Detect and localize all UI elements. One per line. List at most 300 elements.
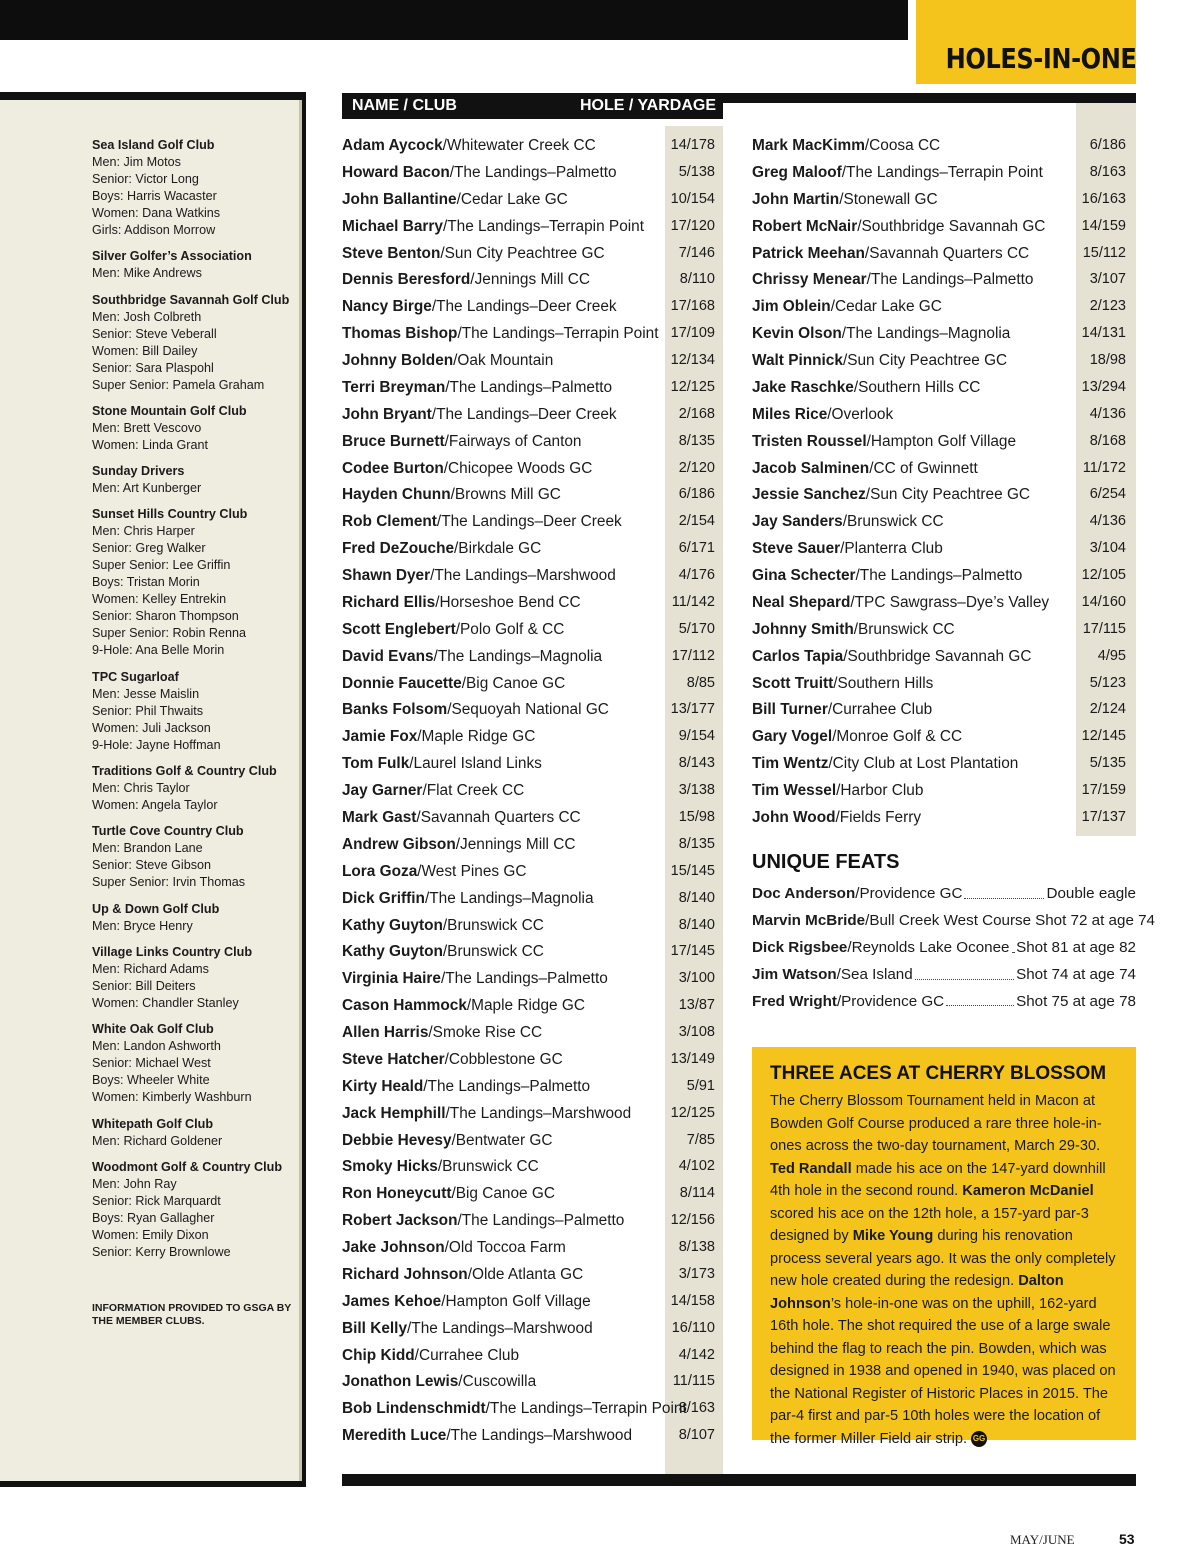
club-name: /Providence GC [855,885,963,902]
name-club-cell [342,1342,519,1369]
club-name: /Horseshoe Bend CC [435,593,581,611]
player-name: Jay Garner [342,782,423,800]
player-name: John Ballantine [342,190,457,208]
table-row [752,616,1126,643]
hole-yardage: 7/146 [678,244,715,261]
hole-yardage: 13/177 [670,701,715,718]
hole-yardage: 3/138 [678,782,715,799]
player-name: Fred DeZouche [342,540,455,558]
name-club-cell [342,374,612,401]
name-club-cell [342,965,608,992]
player-name: John Wood [752,809,836,826]
club-entry: Super Senior: Lee Griffin [92,558,231,573]
player-name: Codee Burton [342,459,444,477]
club-name: /CC of Gwinnett [869,459,978,477]
player-name: Donnie Faucette [342,674,462,692]
club-name: /Maple Ridge GC [466,997,585,1015]
name-club-cell [342,1046,563,1073]
hole-yardage: 14/178 [670,137,715,153]
club-block [92,944,297,1012]
name-club-cell [342,240,605,267]
club-block [92,248,297,282]
club-name: /Savannah Quarters CC [864,244,1030,262]
club-entry: Men: Jesse Maislin [92,686,200,701]
club-name: /Sun City Peachtree GC [440,244,605,262]
club-entry: Men: Brett Vescovo [92,420,202,435]
hole-yardage: 11/172 [1082,459,1126,476]
player-name: Chrissy Menear [752,271,867,289]
club-name: /Southern Hills CC [853,378,981,396]
top-black-bar [0,0,908,40]
club-name: /Savannah Quarters CC [416,809,581,826]
player-name: Johnny Smith [752,620,854,638]
player-name: Jonathon Lewis [342,1373,459,1391]
player-name: Gary Vogel [752,728,833,746]
club-entry: Senior: Phil Thwaits [92,703,204,718]
club-name: Village Links Country Club [92,944,253,959]
club-entry: Men: Jim Motos [92,155,181,169]
club-name: White Oak Golf Club [92,1022,214,1037]
callout-text: made his ace on the 147-yard downhill 4th hole in the second round. [770,1160,1106,1199]
player-name: Lora Goza [342,862,418,880]
player-name: Shawn Dyer [342,567,431,585]
table-row [342,1046,715,1073]
club-entry: Boys: Tristan Morin [92,575,200,590]
club-entry: Girls: Addison Morrow [92,223,216,237]
player-name: Scott Englebert [342,620,456,638]
player-name: Doc Anderson [752,885,856,902]
name-club-cell [342,643,602,670]
hole-yardage: 14/158 [670,1292,715,1309]
name-club-cell [342,1234,566,1261]
table-row [342,1127,715,1154]
feat-name-club [752,961,913,988]
club-entry: Senior: Victor Long [92,172,199,186]
player-name: James Kehoe [342,1292,442,1310]
name-club-cell [342,912,544,939]
name-club-cell [752,132,940,159]
player-name: Bill Turner [752,701,828,719]
hole-yardage: 8/138 [678,1239,715,1256]
hole-yardage: 17/145 [670,943,715,960]
name-club-cell [342,481,561,508]
name-club-cell [342,1368,536,1395]
player-name: Thomas Bishop [342,325,458,343]
player-name: Dennis Beresford [342,271,471,289]
club-name: /Bull Creek West Course [865,911,1032,929]
club-name: Sunday Drivers [92,464,185,479]
callout-player: Kameron McDaniel [962,1183,1094,1199]
club-entry: Men: Landon Ashworth [92,1039,221,1054]
player-name: Kevin Olson [752,325,842,343]
player-name: Greg Maloof [752,163,842,181]
club-name: Up & Down Golf Club [92,901,220,916]
table-row [342,1422,715,1449]
hole-yardage: 13/87 [678,997,715,1014]
table-row [342,777,715,804]
table-row [752,535,1126,562]
hole-yardage: 4/136 [1089,513,1126,530]
table-row [342,992,715,1019]
table-row [342,696,715,723]
club-name: TPC Sugarloaf [92,669,179,684]
club-name: /The Landings–Deer Creek [431,405,617,423]
hole-yardage: 5/123 [1089,674,1126,691]
club-name: /The Landings–Palmetto [866,271,1034,289]
hole-yardage: 17/112 [671,647,715,664]
feat-row [752,880,1136,907]
feat-name-club [752,907,1031,934]
table-row [342,1288,715,1315]
hole-yardage: 7/85 [686,1131,715,1148]
table-row [342,1315,715,1342]
table-header [342,93,723,119]
player-name: Nancy Birge [342,298,432,316]
hole-yardage: 8/135 [678,432,715,449]
table-row [752,240,1126,267]
name-club-cell [342,938,544,965]
club-name: /Cedar Lake GC [830,298,942,316]
table-row [752,777,1126,804]
hole-yardage: 16/163 [1081,190,1126,207]
player-name: Miles Rice [752,405,828,423]
table-row [342,885,715,912]
name-club-cell [752,696,932,723]
table-row [752,159,1126,186]
club-name: /The Landings–Marshwood [407,1319,593,1337]
club-entry: 9-Hole: Ana Belle Morin [92,643,225,658]
callout-text: ’s hole-in-one was on the uphill, 162-yard 16th hole. The shot required the use of a large swale behind the flag to reach the pin. Bowden, which was designed in 1938 and opened in 1940, was placed on the National Register of Historic Places in 2015. The par-4 first and par-5 10th holes were the location of the former Miller Field air strip. [770,1295,1116,1447]
hole-yardage: 15/98 [678,809,715,825]
player-name: Ron Honeycutt [342,1185,452,1203]
player-name: Kathy Guyton [342,916,443,934]
hole-yardage: 5/135 [1089,755,1126,772]
callout-title: THREE ACES AT CHERRY BLOSSOM [770,1063,1107,1084]
club-name: /The Landings–Palmetto [440,970,608,988]
name-club-cell [342,213,644,240]
club-entry: Women: Dana Watkins [92,206,221,220]
hole-yardage: 3/173 [678,1265,715,1282]
club-name: /Sun City Peachtree GC [865,486,1031,504]
name-club-cell [342,508,622,535]
club-name: /The Landings–Marshwood [430,567,616,585]
club-block [92,823,297,891]
feat-result: Double eagle [1046,885,1136,902]
club-name: /Laurel Island Links [409,755,542,773]
table-row [342,912,715,939]
table-row [342,750,715,777]
player-name: Banks Folsom [342,701,448,719]
hole-yardage: 14/131 [1081,325,1126,342]
club-entry: Senior: Michael West [92,1056,211,1071]
hole-yardage: 17/115 [1082,620,1126,637]
club-name: /Maple Ridge GC [417,728,536,746]
club-block [92,763,297,814]
player-name: Mark Gast [342,809,417,826]
hole-yardage: 4/142 [678,1346,715,1363]
name-club-cell [752,374,980,401]
club-name: /West Pines GC [417,862,527,880]
name-club-cell [342,589,581,616]
club-name: /Monroe Golf & CC [832,728,963,746]
club-name: /The Landings–Palmetto [445,378,613,396]
club-name: /Smoke Rise CC [428,1024,543,1042]
name-club-cell [342,132,596,159]
name-club-cell [342,1100,631,1127]
club-name: /The Landings–Deer Creek [431,298,617,316]
club-name: Silver Golfer’s Association [92,249,252,264]
hole-yardage: 8/143 [678,755,715,772]
club-block [92,901,297,935]
hole-yardage: 2/120 [678,459,715,476]
hole-yardage: 3/104 [1089,540,1126,557]
hole-yardage: 12/125 [670,1104,715,1121]
table-row [342,132,715,159]
name-club-cell [342,723,535,750]
feat-result: Shot 75 at age 78 [1016,992,1136,1010]
player-name: Steve Hatcher [342,1050,445,1068]
player-name: Marvin McBride [752,911,866,929]
hole-yardage: 8/85 [686,674,715,691]
table-row [342,670,715,697]
club-entry: Men: Richard Adams [92,961,209,976]
table-row [342,481,715,508]
player-name: Tristen Roussel [752,432,867,450]
club-name: Sea Island Golf Club [92,138,215,152]
name-club-cell [752,562,1022,589]
table-row [342,374,715,401]
club-name: /Cobblestone GC [444,1050,563,1068]
club-entry: Men: Mike Andrews [92,266,202,281]
feat-result: Shot 81 at age 82 [1016,938,1136,956]
club-entry: Super Senior: Pamela Graham [92,377,265,392]
hole-yardage: 8/168 [1089,432,1126,449]
player-name: Dick Griffin [342,889,425,907]
club-name: /Chicopee Woods GC [443,459,593,477]
club-block [92,1159,297,1261]
hole-yardage: 8/110 [679,271,715,288]
club-name: /Whitewater Creek CC [442,137,596,154]
club-block [92,292,297,394]
player-name: Jacob Salminen [752,459,870,477]
footer-issue: MAY/JUNE [1010,1532,1075,1547]
table-row [342,320,715,347]
table-row [342,1019,715,1046]
feat-result: Shot 74 at age 74 [1016,965,1136,983]
club-name: /Harbor Club [836,782,924,800]
club-name: Southbridge Savannah Golf Club [92,292,290,307]
hole-yardage: 6/254 [1089,486,1126,503]
hole-yardage: 12/105 [1081,567,1126,584]
hole-yardage: 3/100 [678,970,715,987]
club-name: /Southbridge Savannah GC [843,647,1032,665]
player-name: Jessie Sanchez [752,486,866,504]
player-name: Fred Wright [752,992,837,1010]
club-entry: Senior: Bill Deiters [92,978,196,993]
sidebar-note: INFORMATION PROVIDED TO GSGA BY THE MEMBER CLUBS. [92,1302,292,1327]
player-name: Jake Raschke [752,378,854,396]
callout-player: Ted Randall [770,1160,852,1177]
name-club-cell [342,777,524,804]
hole-yardage: 4/102 [678,1158,715,1175]
table-row [342,240,715,267]
club-name: /Browns Mill GC [450,486,561,504]
table-row [752,455,1126,482]
player-name: Neal Shepard [752,593,851,611]
name-club-cell [752,804,921,831]
club-entry: Senior: Sharon Thompson [92,609,239,624]
club-entry: Women: Kimberly Washburn [92,1090,252,1105]
name-club-cell [342,186,568,213]
feat-row [752,988,1136,1015]
table-row [752,696,1126,723]
club-name: /Currahee Club [827,701,933,719]
gg-logo-icon: GG [971,1431,987,1447]
club-name: /Jennings Mill CC [455,835,576,853]
table-row [342,266,715,293]
player-name: Steve Benton [342,244,441,262]
player-name: Carlos Tapia [752,647,844,665]
club-block [92,1116,297,1150]
hole-yardage: 18/98 [1089,352,1126,369]
name-club-cell [752,240,1029,267]
name-club-cell [342,831,575,858]
club-name: /The Landings–Magnolia [433,647,603,665]
callout-text: The Cherry Blossom Tournament held in Macon at Bowden Golf Course produced a rare three hole-in-ones across the two-day tournament, March 29-30. [770,1093,1102,1154]
hole-yardage: 12/156 [670,1212,715,1229]
club-name: /The Landings–Terrapin Point [442,217,645,235]
club-name: /The Landings–Marshwood [445,1104,632,1122]
club-name: /Reynolds Lake Oconee [847,938,1010,956]
name-club-cell [752,589,1049,616]
callout-player: Dalton Johnson [770,1273,1064,1312]
name-club-cell [752,401,893,428]
club-entry: Senior: Sara Plaspohl [92,360,214,375]
player-name: Johnny Bolden [342,352,454,370]
name-club-cell [342,885,594,912]
club-entry: Women: Linda Grant [92,437,208,452]
club-entry: Men: Chris Harper [92,524,195,539]
name-club-cell [342,616,564,643]
club-name: /Brunswick CC [842,513,944,531]
club-entry: Men: Brandon Lane [92,841,203,856]
name-club-cell [752,347,1007,374]
hole-yardage: 8/163 [678,1400,715,1417]
hole-yardage: 16/110 [671,1319,715,1336]
name-club-cell [342,347,553,374]
hole-yardage: 12/145 [1081,728,1126,745]
table-row [752,804,1126,831]
player-name: Tim Wentz [752,755,829,773]
table-row [752,670,1126,697]
table-row [752,643,1126,670]
hole-yardage: 12/134 [670,352,715,369]
club-block [92,463,297,497]
name-club-cell [752,293,942,320]
table-row [342,428,715,455]
col-hole-header: HOLE / YARDAGE [579,97,716,114]
club-name: /The Landings–Palmetto [855,567,1023,585]
club-entry: Men: Bryce Henry [92,918,193,933]
table-row [752,723,1126,750]
table-row [342,804,715,831]
table-row [752,562,1126,589]
hole-yardage: 15/112 [1082,244,1126,261]
table-row [342,723,715,750]
hole-yardage: 8/107 [678,1427,715,1444]
player-name: David Evans [342,647,434,665]
name-club-cell [342,293,617,320]
club-name: /Sequoyah National GC [447,701,609,719]
club-entry: Boys: Wheeler White [92,1073,210,1088]
name-club-cell [342,1395,687,1422]
player-name: Dick Rigsbee [752,938,848,956]
name-club-cell [342,992,585,1019]
hole-yardage: 6/186 [1089,137,1126,153]
club-name: /Overlook [827,405,894,423]
name-club-cell [342,159,617,186]
hole-yardage: 8/114 [679,1185,715,1202]
club-name: /Sea Island [836,965,913,983]
club-name: /The Landings–Terrapin Point [457,325,659,343]
club-entry: Women: Emily Dixon [92,1227,209,1242]
hole-yardage: 17/109 [670,325,715,342]
hole-yardage: 8/140 [678,916,715,933]
table-row [342,1368,715,1395]
hole-yardage: 2/168 [678,405,715,422]
callout-player: Mike Young [852,1228,934,1244]
feat-name-club [752,934,1010,961]
player-name: Michael Barry [342,217,443,235]
hole-yardage: 10/154 [670,190,715,207]
club-name: Whitepath Golf Club [92,1116,214,1131]
club-name: /Big Canoe GC [461,674,566,692]
player-name: Mark MacKimm [752,137,865,154]
table-row [752,320,1126,347]
table-row [342,562,715,589]
name-club-cell [752,723,962,750]
player-name: Jamie Fox [342,728,418,746]
club-name: /Oak Mountain [453,352,554,370]
dot-leader [964,880,1044,899]
club-name: /The Landings–Palmetto [449,163,617,181]
table-row [752,374,1126,401]
player-name: Tom Fulk [342,755,410,773]
table-row [342,508,715,535]
table-row [752,589,1126,616]
feat-row [752,961,1136,988]
club-name: /Brunswick CC [442,916,544,934]
hole-yardage: 13/294 [1081,378,1126,395]
club-name: /TPC Sawgrass–Dye’s Valley [850,593,1050,611]
club-name: /Currahee Club [414,1346,520,1364]
name-club-cell [342,320,659,347]
player-name: John Bryant [342,405,432,423]
name-club-cell [752,643,1031,670]
player-name: Jack Hemphill [342,1104,446,1122]
player-name: Bob Lindenschmidt [342,1400,486,1418]
name-club-cell [342,750,542,777]
player-name: Bill Kelly [342,1319,408,1337]
player-name: Meredith Luce [342,1427,447,1445]
hole-yardage: 9/154 [678,728,715,745]
table-row [342,401,715,428]
club-entry: Boys: Ryan Gallagher [92,1210,215,1225]
name-club-cell [342,858,526,885]
hole-yardage: 2/154 [678,513,715,530]
player-name: Gina Schecter [752,567,856,585]
callout-body [770,1090,1122,1450]
